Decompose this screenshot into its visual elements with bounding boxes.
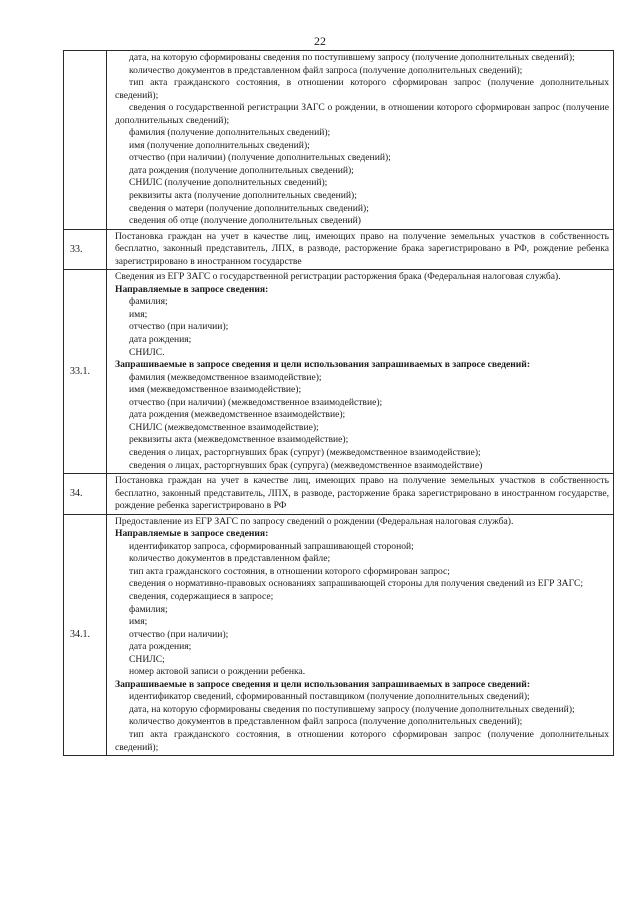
section-heading: Запрашиваемые в запросе сведения и цели использования запрашиваемых в запросе сведений: [115, 359, 531, 371]
list-item: Постановка граждан на учет в качестве лиц, имеющих право на получение земельных участков в собственность бесплатно, законный представитель, ЛПХ, в разводе, расторжение брака зарегистрировано в иностранном государстве, рождение ребенка зарегистрировано в РФ [115, 475, 609, 512]
list-item: количество документов в представленном файле; [129, 553, 331, 565]
list-item: тип акта гражданского состояния, в отношении которого сформирован запрос (получение дополнительных сведений); [115, 728, 609, 753]
list-item: отчество (при наличии); [129, 321, 229, 333]
list-item: фамилия (межведомственное взаимодействие); [129, 371, 322, 383]
section-heading: Направляемые в запросе сведения: [115, 283, 269, 295]
row-content [107, 474, 614, 515]
list-item: имя; [129, 308, 148, 320]
list-item: отчество (при наличии) (межведомственное взаимодействие); [129, 396, 383, 408]
list-item: номер актовой записи о рождении ребенка. [129, 666, 306, 678]
list-item: количество документов в представленном файл запроса (получение дополнительных сведений); [129, 64, 523, 76]
list-item: дата рождения; [129, 641, 192, 653]
list-item: реквизиты акта (межведомственное взаимодействие); [129, 434, 349, 446]
list-item: тип акта гражданского состояния, в отношении которого сформирован запрос (получение дополнительных сведений); [115, 77, 609, 101]
list-item: имя (получение дополнительных сведений); [129, 139, 310, 151]
list-item: фамилия; [129, 296, 168, 308]
row-content [107, 514, 614, 755]
list-item: идентификатор сведений, сформированный поставщиком (получение дополнительных сведений); [129, 691, 530, 703]
row-number: 33.1. [64, 270, 107, 474]
section-heading: Направляемые в запросе сведения: [115, 528, 269, 540]
list-item: Постановка граждан на учет в качестве лиц, имеющих право на получение земельных участков в собственность бесплатно, законный представитель, ЛПХ, в разводе, расторжение брака зарегистрировано в РФ, рождение ребенка зарегистрировано в иностранном государстве [115, 230, 609, 267]
list-item: сведения о матери (получение дополнительных сведений); [129, 202, 369, 214]
list-item: тип акта гражданского состояния, в отношении которого сформирован запрос; [129, 565, 450, 577]
list-item: реквизиты акта (получение дополнительных сведений); [129, 190, 357, 202]
list-item: сведения о лицах, расторгнувших брак (супруга) (межведомственное взаимодействие) [129, 459, 483, 471]
list-item: имя (межведомственное взаимодействие); [129, 384, 302, 396]
list-item: СНИЛС (получение дополнительных сведений); [129, 177, 328, 189]
list-item: идентификатор запроса, сформированный запрашивающей стороной; [129, 540, 414, 552]
list-item: фамилия; [129, 603, 168, 615]
list-item: дата рождения (получение дополнительных сведений); [129, 164, 354, 176]
table-row [64, 270, 614, 474]
table-row [64, 474, 614, 515]
list-item: СНИЛС; [129, 653, 165, 665]
row-content [107, 229, 614, 270]
section-heading: Запрашиваемые в запросе сведения и цели использования запрашиваемых в запросе сведений: [115, 678, 531, 690]
table-row [64, 514, 614, 755]
row-content [107, 51, 614, 230]
list-item: сведения о нормативно-правовых основаниях запрашивающей стороны для получения сведений из ЕГР ЗАГС; [129, 578, 584, 590]
list-item: СНИЛС. [129, 346, 165, 358]
table-row [64, 229, 614, 270]
row-number [64, 51, 107, 230]
row-number: 34. [64, 474, 107, 515]
services-table [63, 50, 614, 756]
row-content [107, 270, 614, 474]
table-row [64, 51, 614, 230]
list-item: сведения о лицах, расторгнувших брак (супруг) (межведомственное взаимодействие); [129, 446, 481, 458]
list-item: дата рождения; [129, 334, 192, 346]
list-item: отчество (при наличии) (получение дополнительных сведений); [129, 152, 391, 164]
list-item: сведения, содержащиеся в запросе; [129, 590, 274, 602]
list-item: Сведения из ЕГР ЗАГС о государственной регистрации расторжения брака (Федеральная налоговая служба). [115, 271, 561, 283]
list-item: Предоставление из ЕГР ЗАГС по запросу сведений о рождении (Федеральная налоговая служба). [115, 515, 514, 527]
list-item: имя; [129, 616, 148, 628]
list-item: дата, на которую сформированы сведения по поступившему запросу (получение дополнительных сведений); [129, 703, 575, 715]
list-item: СНИЛС (межведомственное взаимодействие); [129, 421, 319, 433]
list-item: сведения об отце (получение дополнительных сведений) [129, 215, 361, 227]
list-item: фамилия (получение дополнительных сведений); [129, 127, 331, 139]
list-item: сведения о государственной регистрации ЗАГС о рождении, в отношении которого сформирован запрос (получение дополнительных сведений); [115, 102, 609, 126]
list-item: дата рождения (межведомственное взаимодействие); [129, 409, 346, 421]
list-item: количество документов в представленном файл запроса (получение дополнительных сведений); [129, 716, 523, 728]
row-number: 34.1. [64, 514, 107, 755]
page-number: 22 [314, 34, 326, 48]
row-number: 33. [64, 229, 107, 270]
list-item: дата, на которую сформированы сведения по поступившему запросу (получение дополнительных сведений); [129, 52, 575, 63]
list-item: отчество (при наличии); [129, 628, 229, 640]
